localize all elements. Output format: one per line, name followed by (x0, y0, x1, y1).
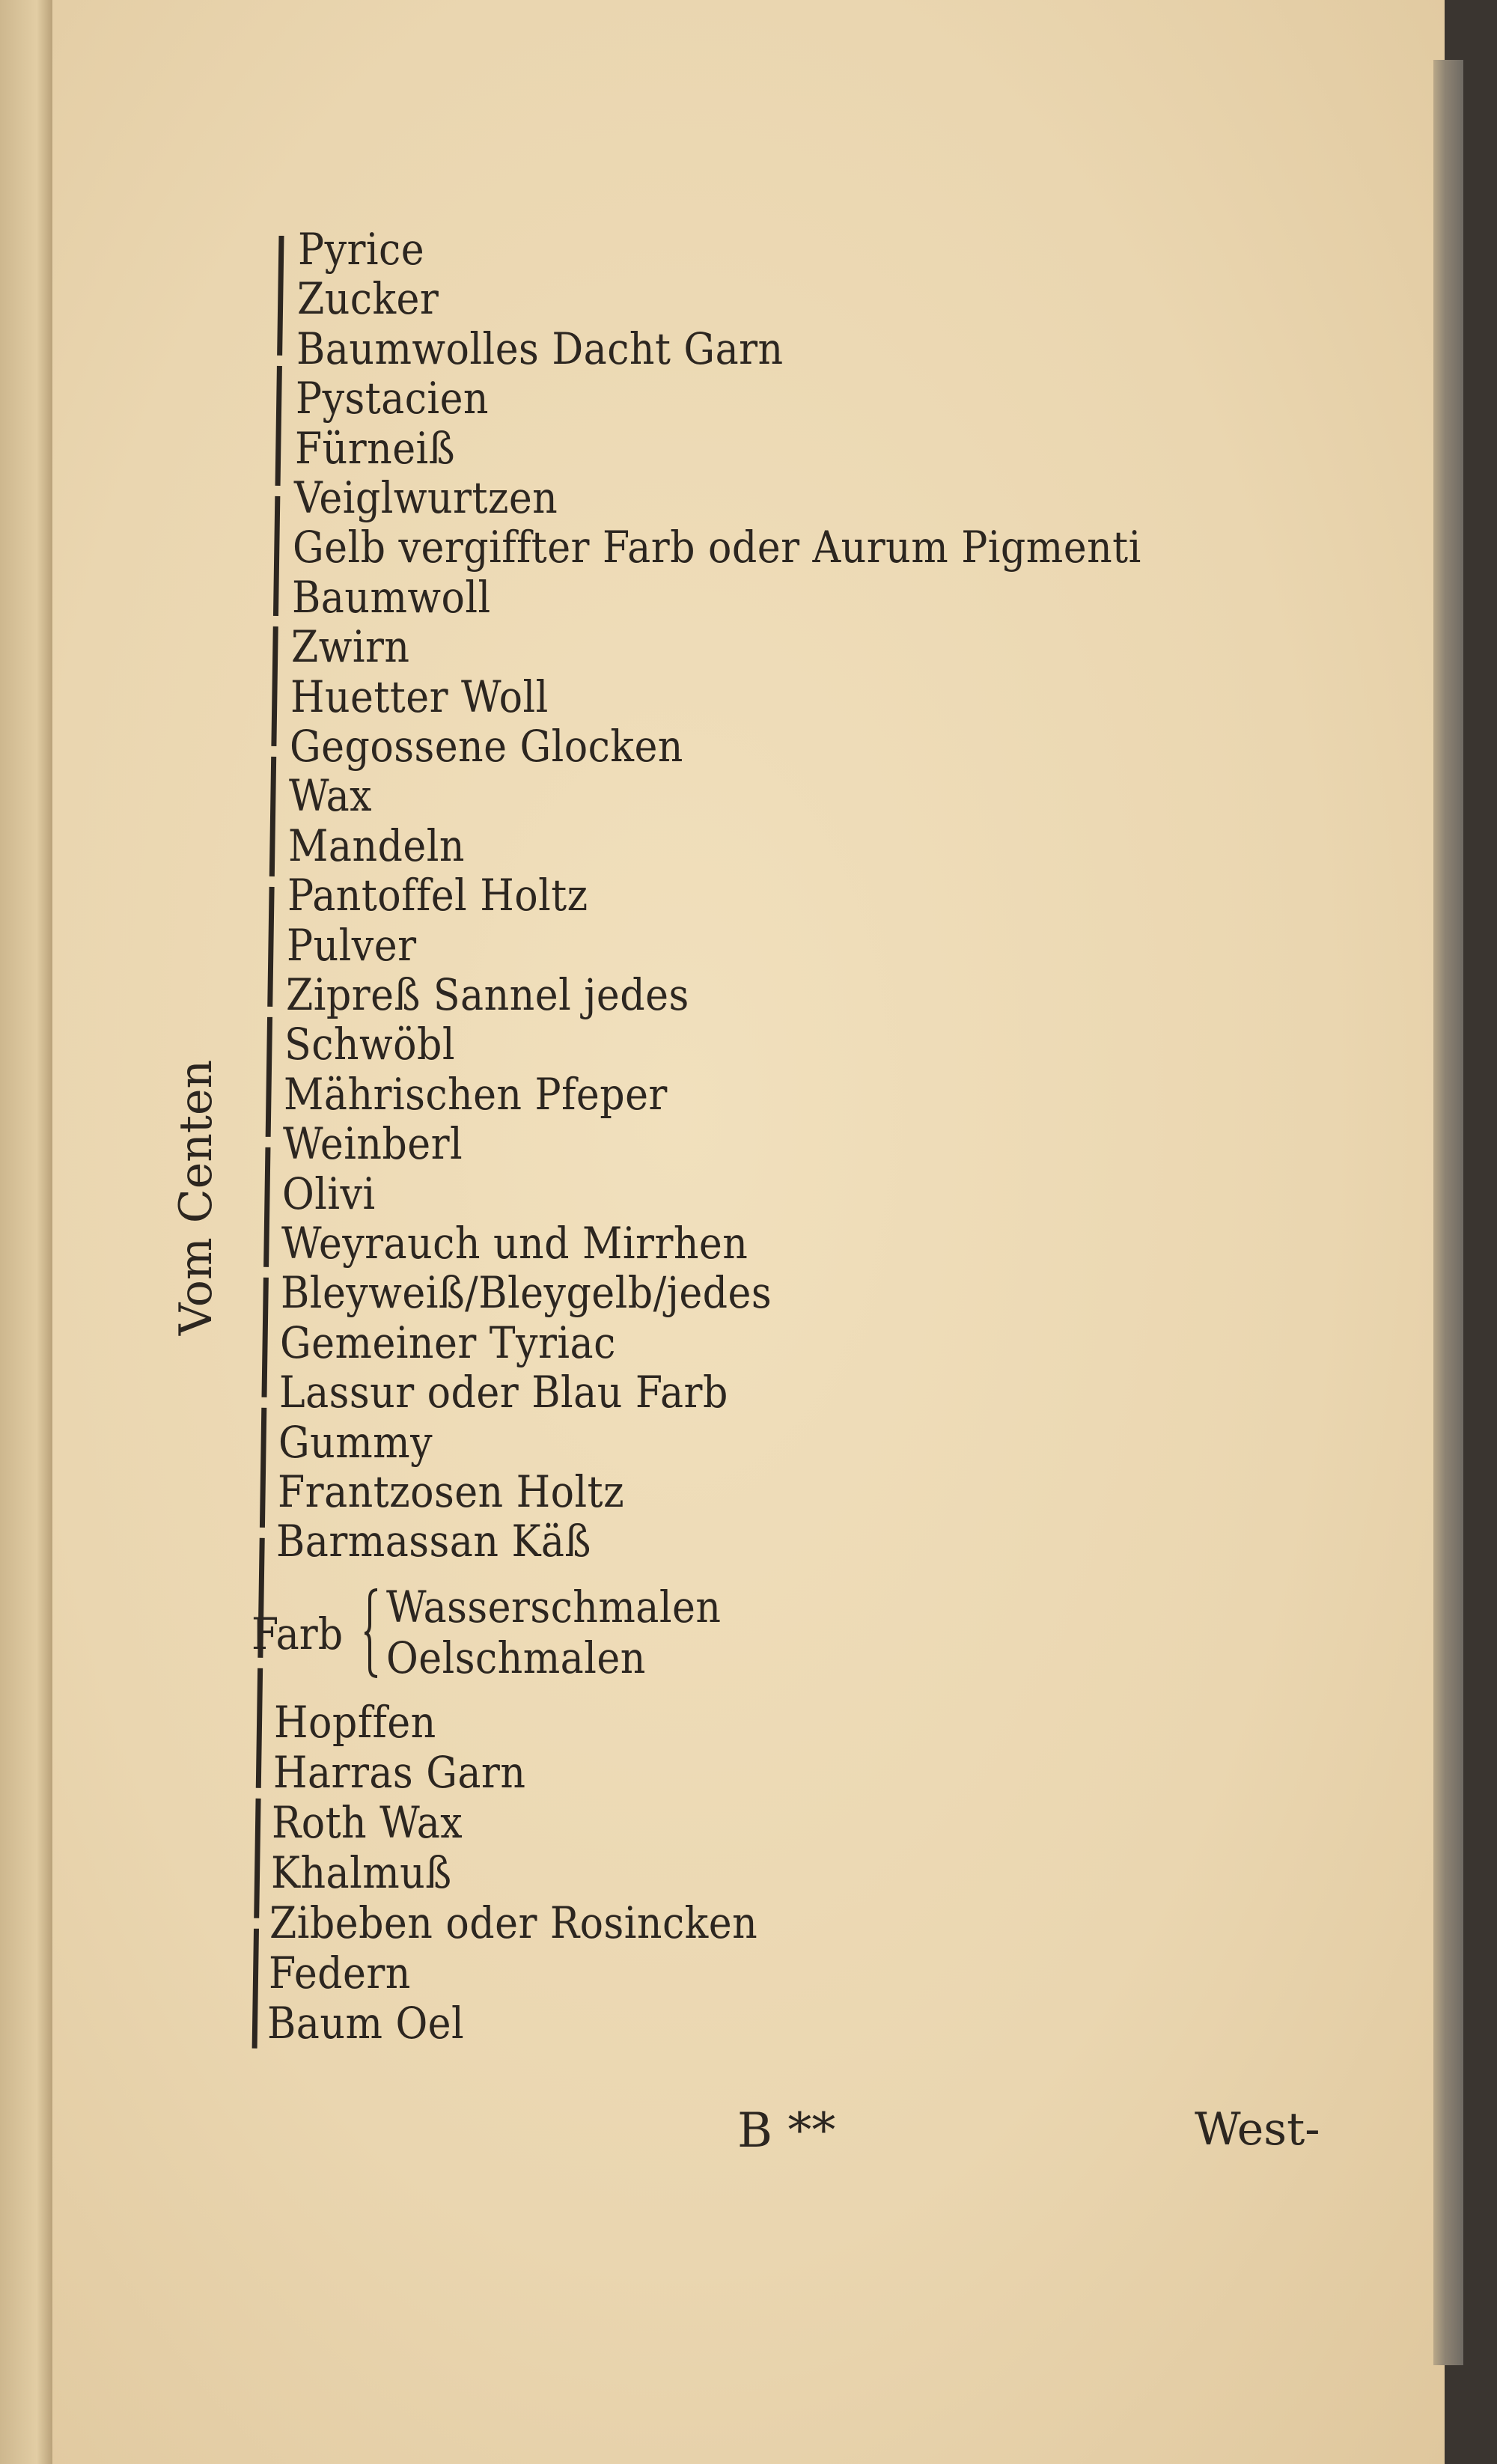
list-item: Wax (288, 770, 372, 822)
list-item: Harras Garn (272, 1747, 525, 1798)
list-item: Baum Oel (267, 1998, 465, 2049)
catchword: West- (1195, 2103, 1320, 2156)
list-item: Bleyweiß/Bleygelb/jedes (280, 1267, 772, 1319)
list-item: Zibeben oder Rosincken (269, 1897, 758, 1948)
list-item: Pystacien (295, 373, 489, 424)
list-item: Gelb vergiffter Farb oder Aurum Pigmenti (293, 522, 1142, 573)
list-item: Pyrice (298, 224, 425, 275)
farb-group-label: Farb (251, 1608, 344, 1659)
list-item: Federn (268, 1948, 411, 1998)
farb-item: Oelschmalen (386, 1632, 646, 1683)
list-item: Barmassan Käß (276, 1516, 592, 1567)
side-label: Vom Centen (170, 1059, 222, 1336)
list-item: Zipreß Sannel jedes (285, 969, 689, 1020)
farb-brace (362, 1587, 380, 1680)
signature-mark: B ** (737, 2103, 836, 2159)
list-item: Weyrauch und Mirrhen (281, 1218, 748, 1269)
list-item: Baumwoll (292, 571, 491, 623)
list-item: Schwöbl (284, 1019, 456, 1070)
list-item: Roth Wax (272, 1797, 463, 1848)
list-item: Lassur oder Blau Farb (278, 1367, 728, 1418)
list-item: Baumwolles Dacht Garn (296, 323, 784, 374)
list-item: Mährischen Pfeper (284, 1068, 668, 1120)
list-item: Gemeiner Tyriac (279, 1317, 616, 1368)
list-item: Pantoffel Holtz (287, 870, 588, 921)
list-item: Gummy (278, 1416, 433, 1468)
list-item: Khalmuß (270, 1847, 452, 1898)
list-item: Hopffen (274, 1697, 436, 1748)
list-item: Veiglwurtzen (293, 472, 558, 523)
list-item: Zwirn (291, 621, 410, 673)
list-item: Huetter Woll (290, 671, 549, 722)
list-item: Fürneiß (294, 422, 455, 474)
list-item: Mandeln (287, 820, 465, 871)
list-item: Pulver (286, 919, 417, 971)
farb-item: Wasserschmalen (386, 1582, 722, 1632)
list-item: Gegossene Glocken (290, 721, 683, 772)
list-item: Olivi (282, 1168, 376, 1219)
list-item: Zucker (296, 273, 439, 325)
list-item: Frantzosen Holtz (277, 1466, 624, 1517)
list-item: Weinberl (283, 1118, 463, 1170)
